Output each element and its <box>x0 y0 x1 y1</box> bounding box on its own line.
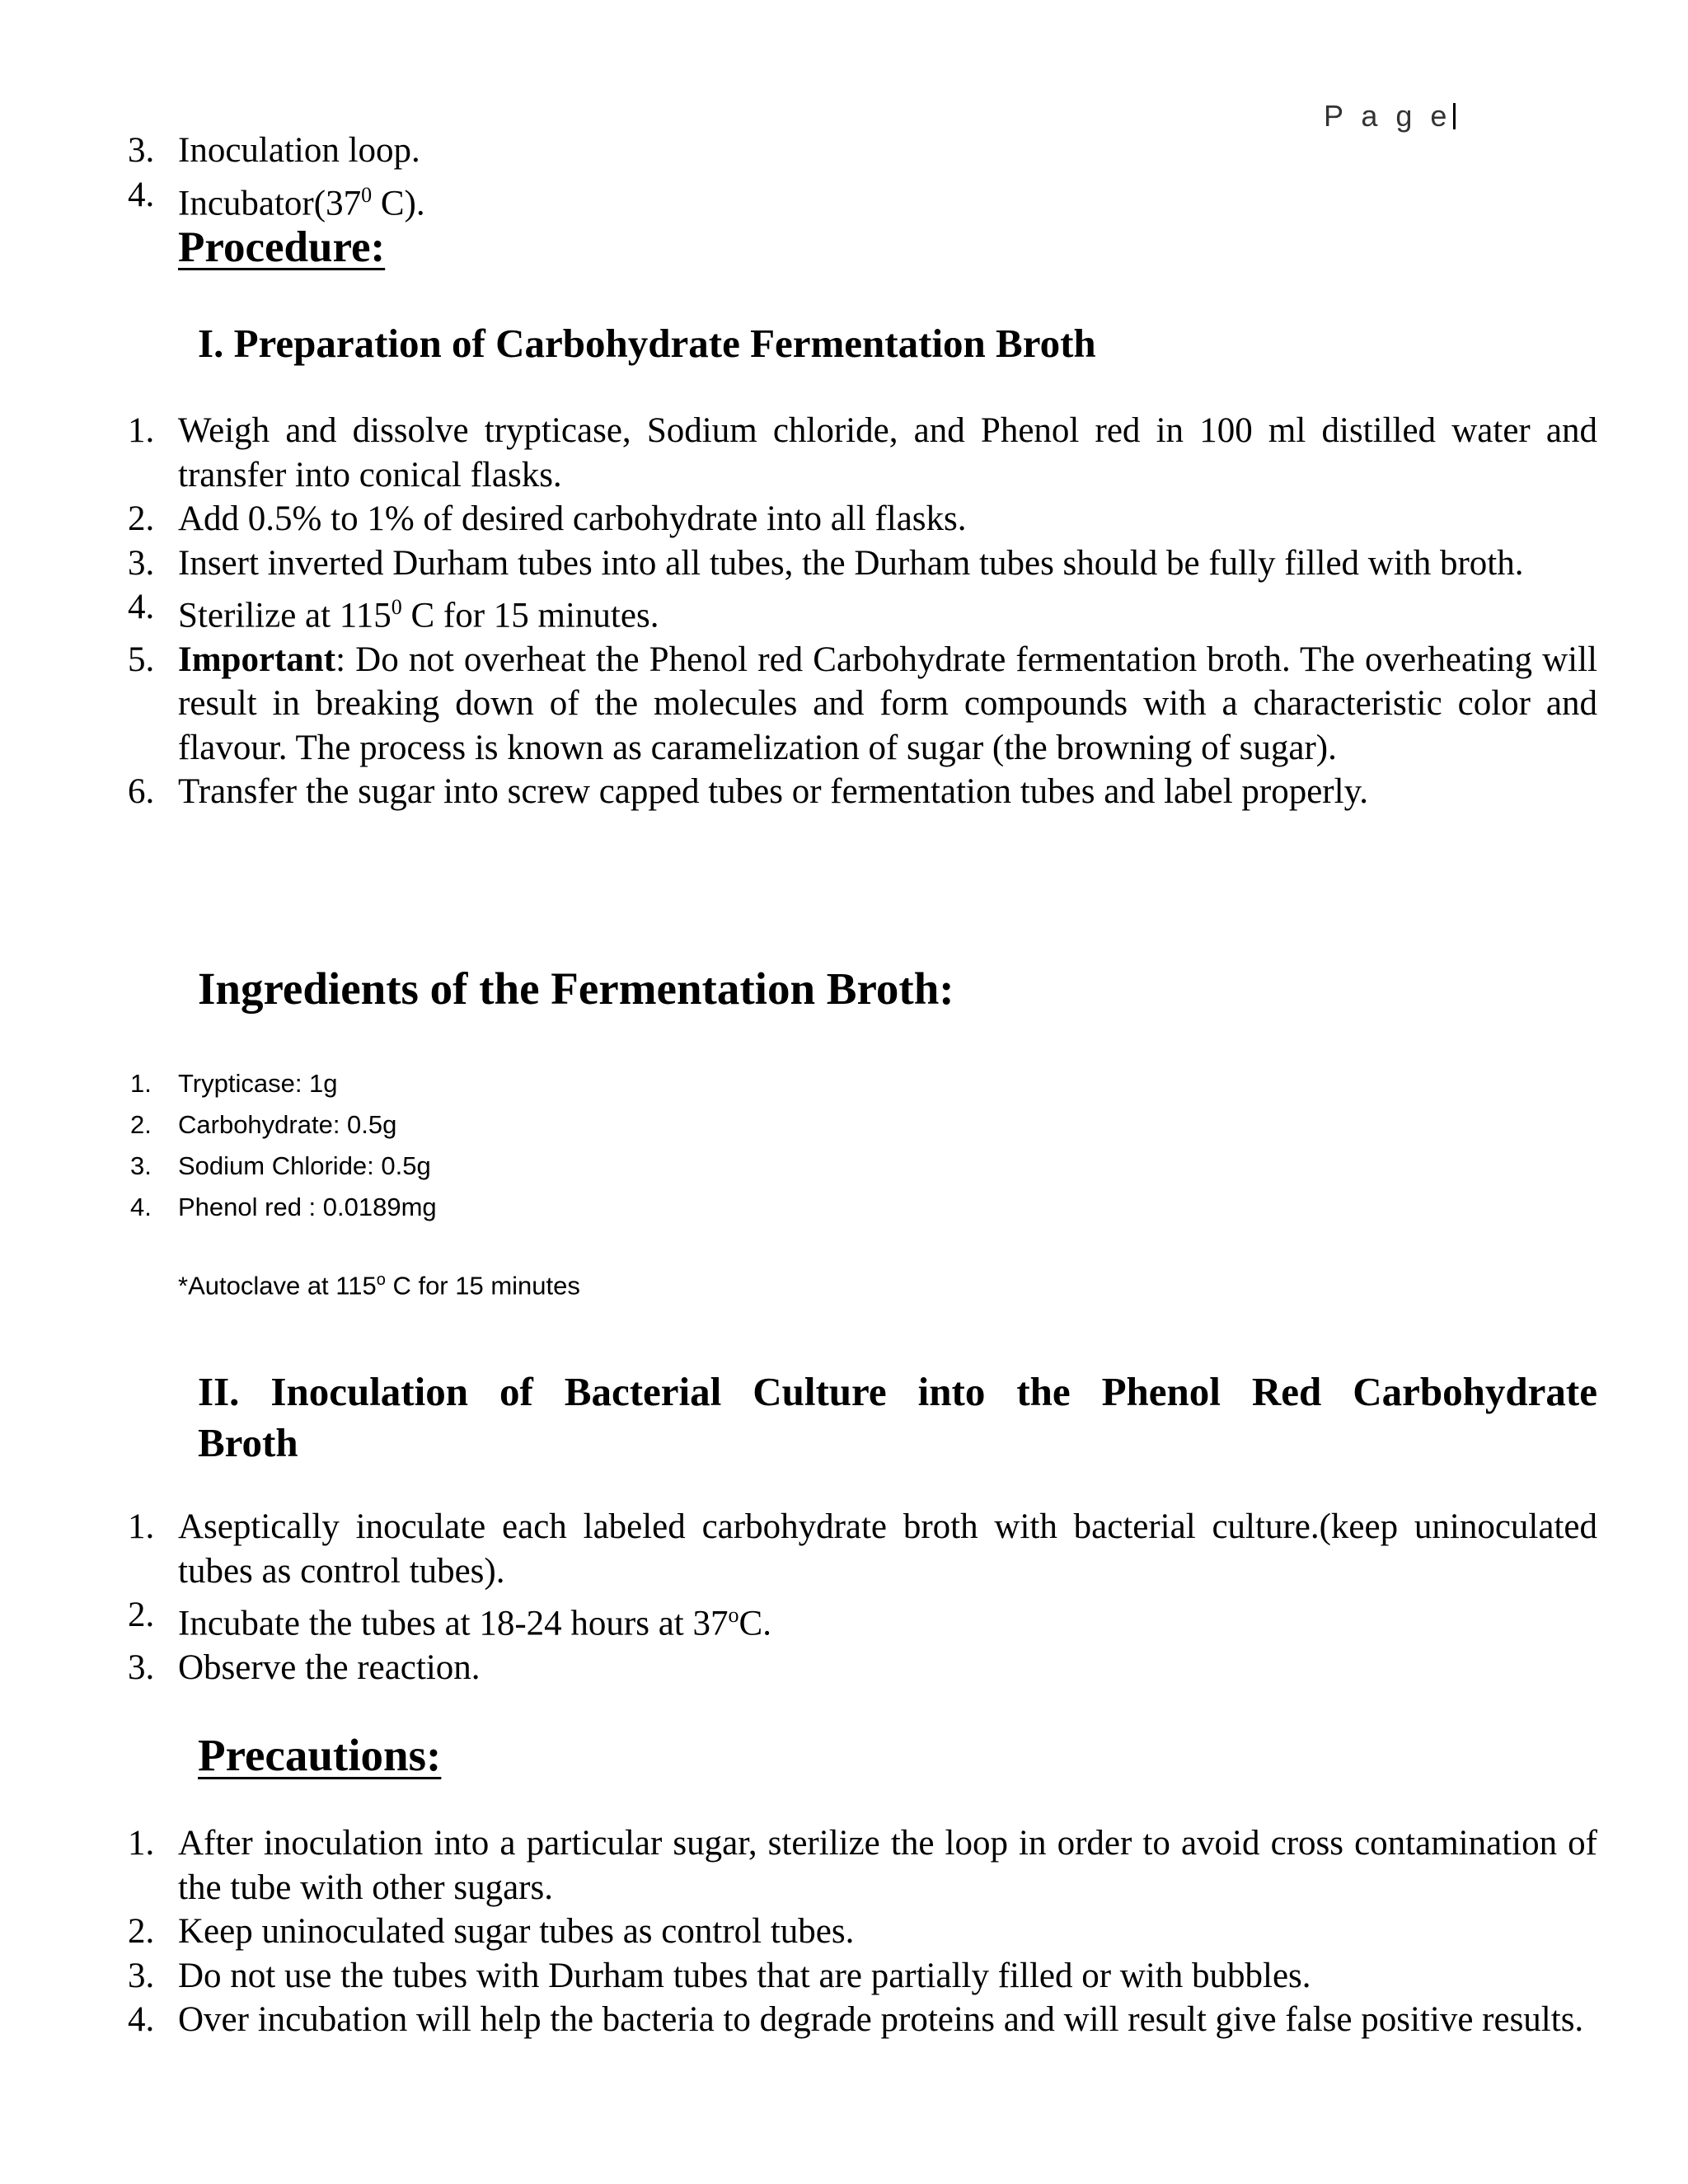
list-item: 2. Incubate the tubes at 18-24 hours at 37$^o$C. <box>128 1596 771 1643</box>
list-item: 3. Inoculation loop. <box>128 131 420 170</box>
precautions-heading: Precautions: <box>198 1730 442 1780</box>
list-item: 3. Sodium Chloride: 0.5g <box>130 1151 431 1180</box>
page-header-divider <box>1453 103 1456 129</box>
list-item: 2. Carbohydrate: 0.5g <box>130 1110 397 1139</box>
section1-heading: I. Preparation of Carbohydrate Fermentation Broth <box>198 321 1096 366</box>
list-item: 4. Over incubation will help the bacteria to degrade proteins and will result give false positive results. <box>128 2000 1584 2039</box>
section1-steps <box>0 409 1597 814</box>
list-item: 3. Do not use the tubes with Durham tubes that are partially filled or with bubbles. <box>128 1956 1311 1995</box>
list-item: 5. Important: Do not overheat the Phenol red Carbohydrate fermentation broth. The overheating will result in breaking down of the molecules and form compounds with a characteristic color and flavour. The process is known as caramelization of sugar (the browning of sugar). <box>128 640 1597 767</box>
list-item: 4. $Incubator(37^0$ C). <box>128 175 425 223</box>
list-item: 1. After inoculation into a particular sugar, sterilize the loop in order to avoid cross contamination of the tube with other sugars. <box>128 1824 1597 1907</box>
list-item: 1. Weigh and dissolve trypticase, Sodium chloride, and Phenol red in 100 ml distilled water and transfer into conical flasks. <box>128 411 1597 494</box>
list-item: 4. Phenol red : 0.0189mg <box>130 1193 437 1221</box>
list-item: 2. Keep uninoculated sugar tubes as control tubes. <box>128 1912 855 1951</box>
list-item: 3. Observe the reaction. <box>128 1647 481 1687</box>
equipment-list <box>0 129 1597 225</box>
list-item: 2. Add 0.5% to 1% of desired carbohydrate into all flasks. <box>128 499 967 538</box>
section2-steps <box>0 1505 1597 1690</box>
precautions-list <box>0 1821 1597 2042</box>
procedure-heading: Procedure: <box>178 223 386 271</box>
ingredients-heading: Ingredients of the Fermentation Broth: <box>198 963 954 1014</box>
list-item: 3. Insert inverted Durham tubes into all tubes, the Durham tubes should be fully filled with broth. <box>128 543 1524 583</box>
page-label: P a g e <box>1324 99 1452 133</box>
autoclave-note: *Autoclave at 115$^o$ C for 15 minutes <box>178 1271 580 1301</box>
list-item: 6. Transfer the sugar into screw capped tubes or fermentation tubes and label properly. <box>128 772 1369 812</box>
ingredients-list <box>0 1063 1597 1228</box>
list-item: 1. Trypticase: 1g <box>130 1069 338 1098</box>
section2-heading: II. Inoculation of Bacterial Culture into the Phenol Red Carbohydrate Broth <box>198 1369 1597 1465</box>
list-item: 4. Sterilize at $115^0$ C for 15 minutes. <box>128 588 659 635</box>
list-item: 1. Aseptically inoculate each labeled carbohydrate broth with bacterial culture.(keep uninoculated tubes as control tubes). <box>128 1507 1597 1591</box>
